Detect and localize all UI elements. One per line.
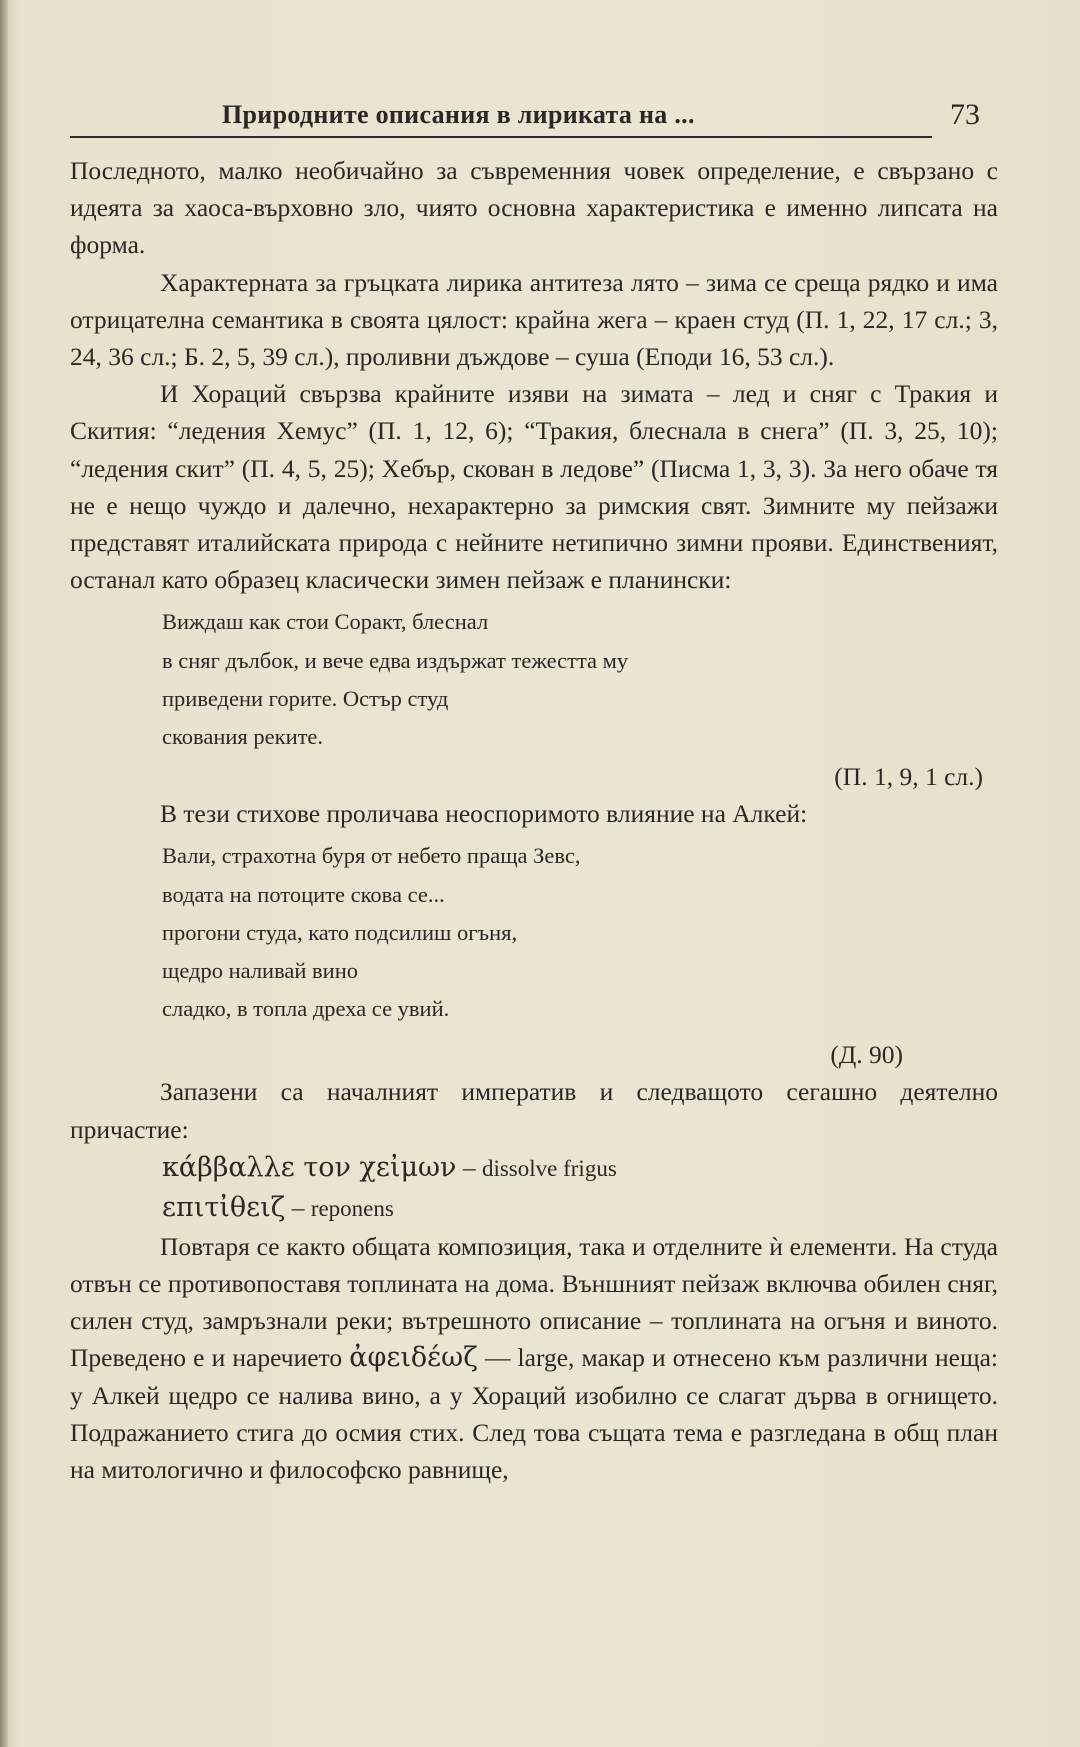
header-rule: [70, 136, 932, 138]
verse-line: Вали, страхотна буря от небето праща Зевс,: [162, 843, 581, 869]
greek-latin-pair: [162, 1148, 998, 1188]
page-binding-edge: [0, 0, 8, 1747]
verse-line: приведени горите. Остър студ: [162, 685, 449, 711]
dash: –: [456, 1152, 482, 1182]
verse-line: щедро наливай вино: [162, 958, 359, 984]
greek-phrase: κάββαλλε τον χεἰμων: [162, 1151, 457, 1183]
verse-line: водата на потоците скова се...: [162, 881, 445, 907]
paragraph: Характерната за гръцката лирика антитеза лято – зима се среща рядко и има отрицателна семантика в своята цялост: крайна жега – краен студ (П. 1, 22, 17 сл.; 3, 24, 36 сл.; Б. 2, 5, 39 сл.), проливни дъждове – суша (Еподи 16, 53 сл.).: [70, 267, 998, 372]
paragraph-text: Повтаря се както общата композиция, така и отделните ѝ елементи. На студа отвън се противопоставя топлината на дома. Външният пейзаж включва обилен сняг, силен студ, замръзнали реки; вътрешното описание – топлината на огъня и виното. Преведено е и наречието: [70, 1231, 998, 1373]
verse-line: сладко, в топла дреха се увий.: [162, 996, 450, 1022]
dash: –: [285, 1192, 311, 1222]
verse-citation: (П. 1, 9, 1 сл.): [834, 762, 983, 792]
greek-latin-pair: [162, 1188, 998, 1228]
paragraph-text: — large, макар и отнесено към различни неща: у Алкей щедро се налива вино, а у Хораций изобилно се слагат дърва в огнището. Подражанието стига до осмия стих. След това същата тема е разгледана в общ план на митологично и философско равнище,: [70, 1343, 998, 1485]
paragraph: [70, 1228, 998, 1488]
paragraph: Последното, малко необичайно за съвременния човек определение, е свързано с идеята за хаоса-върховно зло, чиято основна характеристика е именно липсата на форма.: [70, 156, 998, 260]
verse-line: прогони студа, като подсилиш огъня,: [162, 919, 518, 945]
running-title: Природните описания в лириката на ...: [222, 100, 695, 129]
greek-phrase: επιτἰθειζ: [162, 1191, 286, 1223]
paragraph: В тези стихове проличава неоспоримото влияние на Алкей:: [160, 799, 808, 829]
verse-quote-alcaeus: [162, 837, 998, 1028]
verse-line: в сняг дълбок, и вече едва издържат тежестта му: [162, 647, 629, 673]
paragraph: Запазени са началният императив и следващото сегашно деятелно причастие:: [70, 1077, 998, 1144]
greek-adverb: ἀφειδέωζ: [349, 1342, 478, 1374]
paragraph: И Хораций свързва крайните изяви на зимата – лед и сняг с Тракия и Скития: “ледения Хемус” (П. 1, 12, 6); “Тракия, блеснала в снега” (П. 3, 25, 10); “ледения скит” (П. 4, 5, 25); Хебър, скован в ледове” (Писма 1, 3, 3). За него обаче тя не е нещо чуждо и далечно, нехарактерно за римския свят. Зимните му пейзажи представят италийската природа с нейните нетипично зимни прояви. Единственият, останал като образец класически зимен пейзаж е планински:: [70, 379, 998, 595]
verse-line: скования рекитe.: [162, 724, 324, 750]
latin-phrase: dissolve frigus: [481, 1155, 617, 1181]
verse-quote-horace: [162, 603, 998, 756]
body-text: [70, 152, 998, 1488]
running-header: [70, 98, 980, 142]
page-number: 73: [950, 98, 980, 131]
latin-phrase: reponens: [310, 1195, 394, 1221]
verse-line: Виждаш как стои Соракт, блеснал: [162, 609, 489, 635]
verse-citation: (Д. 90): [830, 1040, 903, 1070]
